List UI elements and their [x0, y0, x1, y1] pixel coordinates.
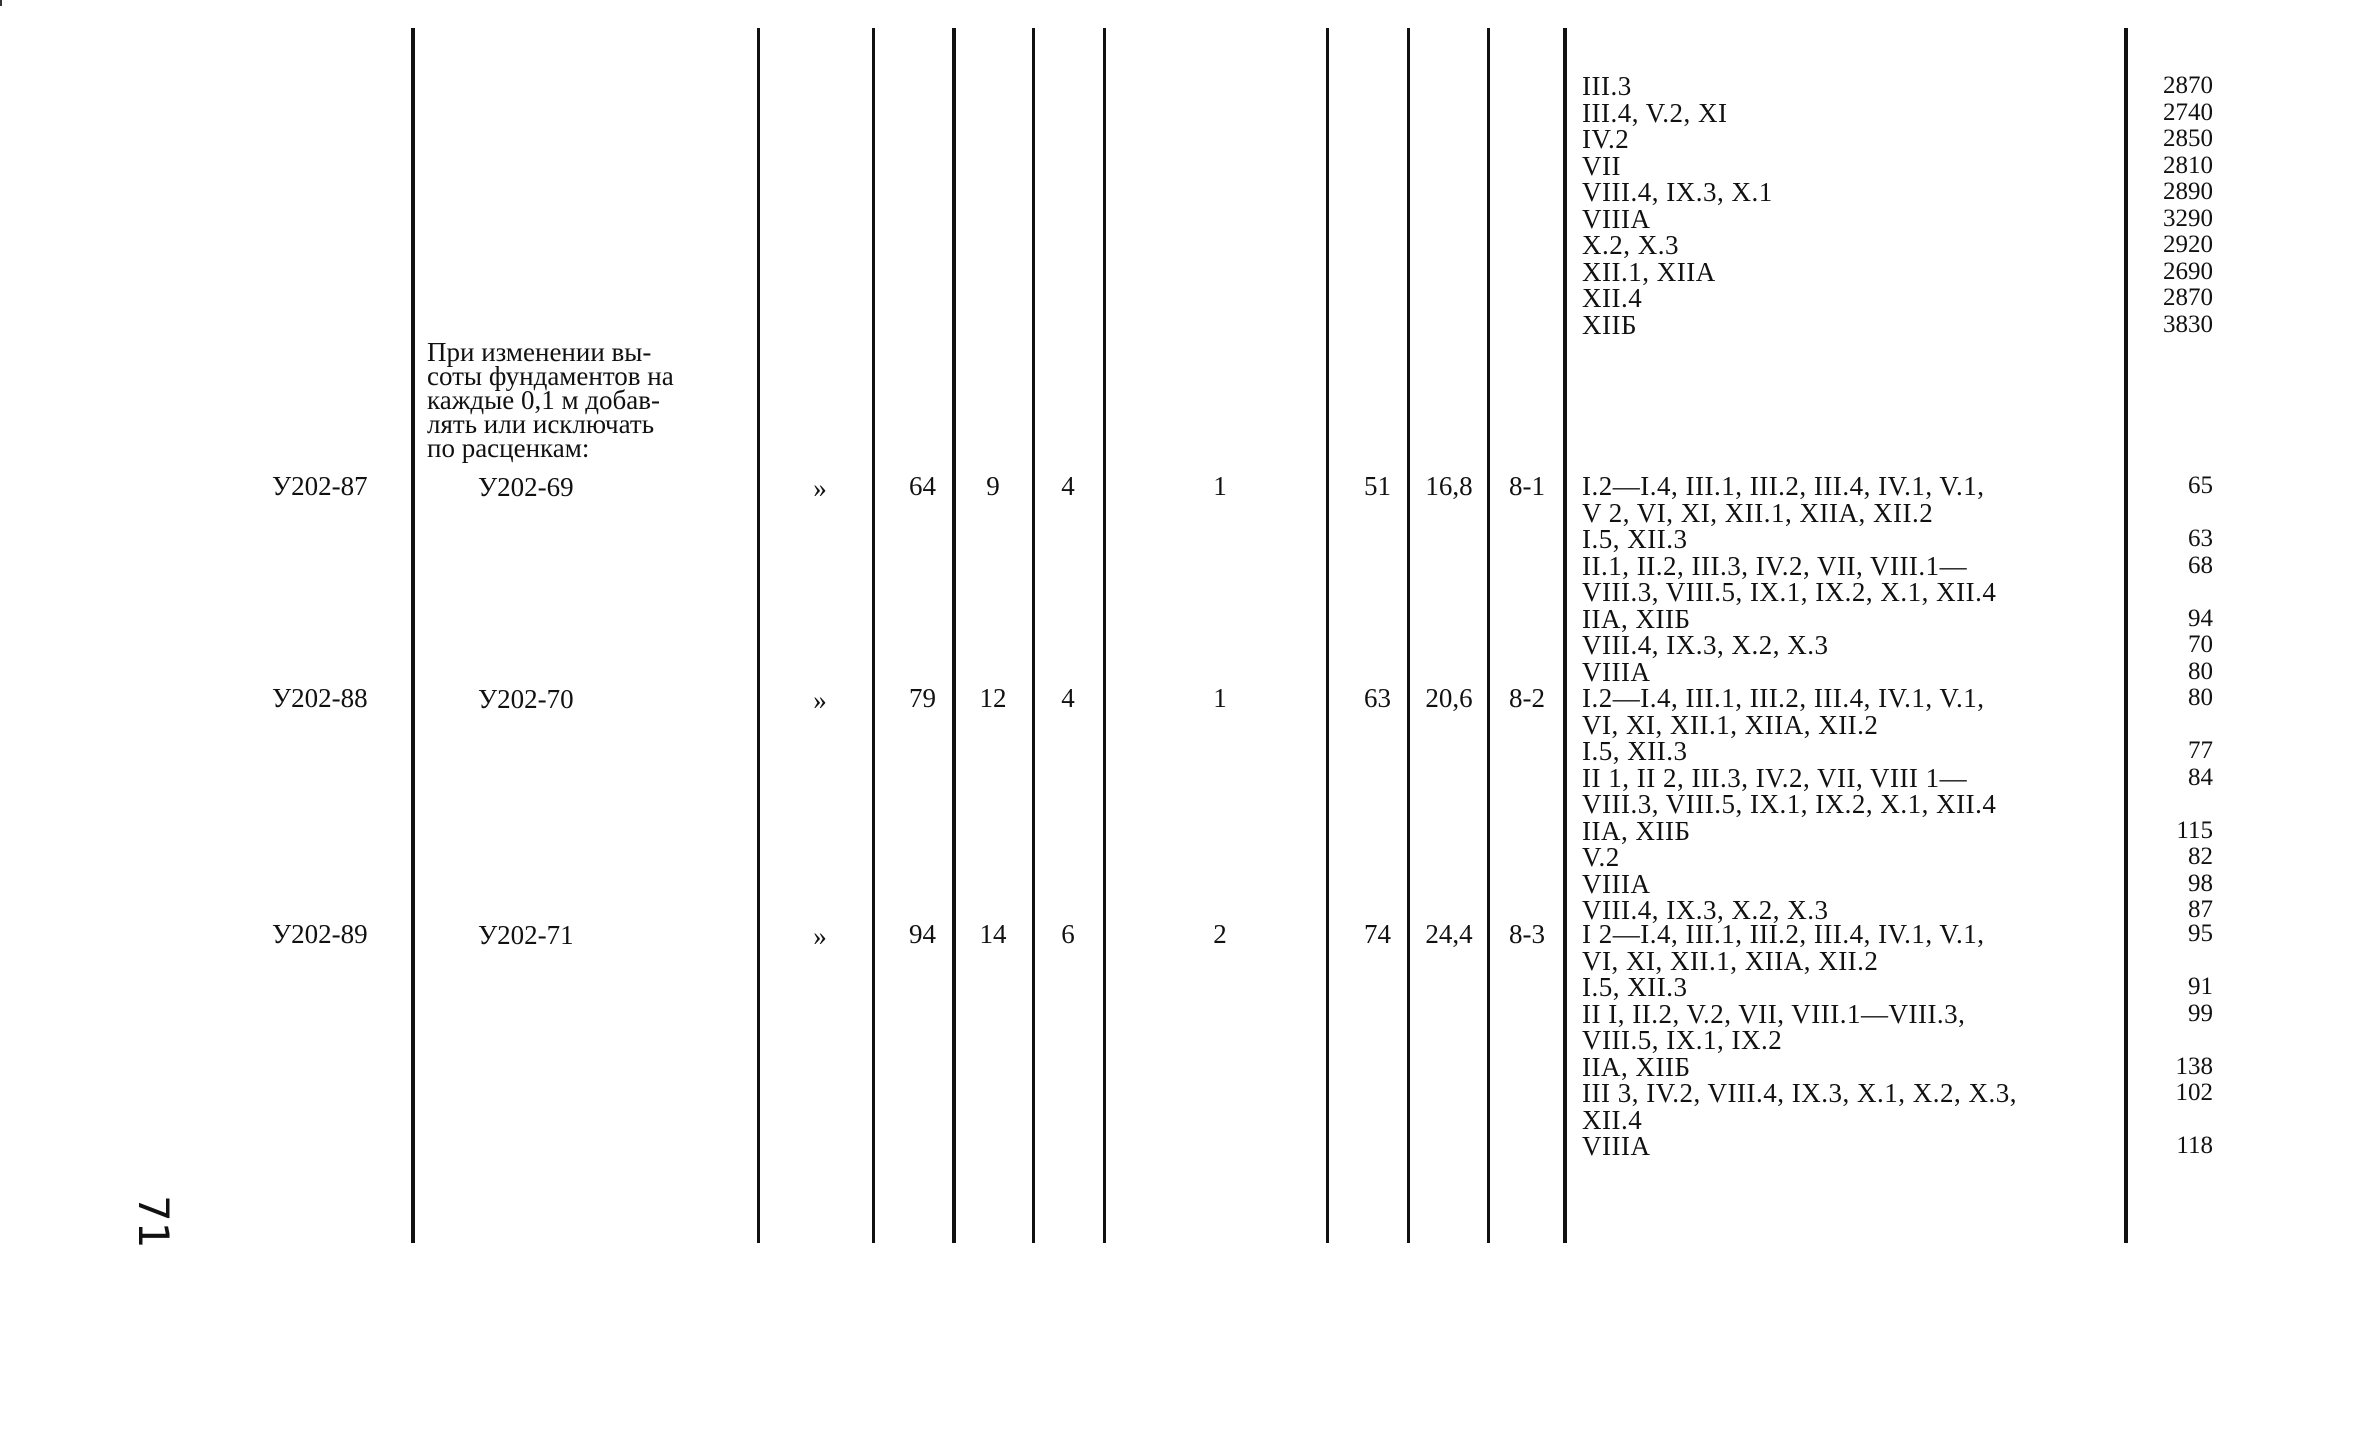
- class-line: VIII.3, VIII.5, IX.1, IX.2, X.1, XII.4: [1582, 789, 1997, 819]
- row-value-list: [2155, 473, 2213, 685]
- class-line: II 1, II 2, III.3, IV.2, VII, VIII 1—: [1582, 762, 1968, 793]
- column-rule: [952, 28, 956, 1243]
- intro-line: лять или исключать: [427, 409, 655, 439]
- top-class-list: [1582, 73, 2112, 338]
- row-c1: 94: [909, 919, 936, 949]
- value-cell: 3830: [2163, 310, 2213, 338]
- row-c5: 74: [1364, 919, 1391, 949]
- row-ref: У202-69: [478, 472, 574, 502]
- row-c7: 8-1: [1509, 471, 1545, 501]
- row-value-list: [2155, 685, 2213, 924]
- class-line: VIIIA: [1582, 203, 1651, 234]
- row-c3: 4: [1061, 471, 1075, 501]
- page-number: 71: [129, 1195, 178, 1249]
- value-cell: 77: [2188, 737, 2213, 764]
- row-c4: 1: [1213, 683, 1227, 713]
- class-line: VIIIA: [1582, 1131, 1651, 1161]
- value-cell: 63: [2188, 525, 2213, 552]
- class-line: IV.2: [1582, 124, 1630, 154]
- row-c6: 24,4: [1425, 919, 1473, 949]
- value-cell: 2810: [2163, 151, 2213, 179]
- row-c3: 4: [1061, 683, 1075, 713]
- class-line: VIII.5, IX.1, IX.2: [1582, 1025, 1783, 1055]
- value-cell: 95: [2188, 920, 2213, 947]
- intro-line: каждые 0,1 м добав-: [427, 385, 660, 415]
- value-cell: 2890: [2163, 178, 2213, 205]
- column-rule: [1407, 28, 1410, 1243]
- class-line: III.4, V.2, XI: [1582, 97, 1728, 128]
- row-unit: »: [813, 473, 827, 503]
- value-cell: 115: [2176, 816, 2213, 844]
- class-line: I.2—I.4, III.1, III.2, III.4, IV.1, V.1,: [1582, 683, 1985, 713]
- column-rule: [1487, 28, 1490, 1243]
- value-cell: [2155, 1027, 2213, 1054]
- class-line: III.3: [1582, 71, 1632, 101]
- value-cell: 91: [2188, 973, 2213, 1000]
- value-cell: 138: [2175, 1052, 2213, 1080]
- row-code: У202-89: [272, 919, 368, 949]
- class-line: X.2, X.3: [1582, 230, 1679, 260]
- value-cell: [2155, 579, 2213, 606]
- value-cell: 70: [2188, 631, 2213, 658]
- value-cell: 2850: [2163, 125, 2213, 152]
- class-line: I.5, XII.3: [1582, 736, 1688, 766]
- column-rule: [1563, 28, 1567, 1243]
- intro-line: по расценкам:: [427, 433, 590, 463]
- row-class-list: [1582, 685, 2112, 924]
- column-rule: [1103, 28, 1106, 1243]
- class-line: VI, XI, XII.1, XIIA, XII.2: [1582, 709, 1879, 740]
- value-cell: 80: [2188, 657, 2213, 685]
- value-cell: 80: [2188, 684, 2213, 711]
- value-cell: 65: [2188, 472, 2213, 499]
- value-cell: [2155, 948, 2213, 975]
- class-line: XII.4: [1582, 1104, 1643, 1135]
- value-cell: 94: [2188, 604, 2213, 632]
- intro-line: При изменении вы-: [427, 337, 652, 367]
- row-ref: У202-71: [478, 920, 574, 950]
- row-c2: 14: [979, 919, 1007, 949]
- value-cell: 2690: [2163, 257, 2213, 285]
- row-c5: 63: [1364, 683, 1391, 713]
- row-ref: У202-70: [478, 684, 574, 714]
- row-c4: 1: [1213, 471, 1227, 501]
- class-line: III 3, IV.2, VIII.4, IX.3, X.1, X.2, X.3,: [1582, 1078, 2017, 1108]
- row-class-list: [1582, 473, 2112, 685]
- corner-mark: [0, 0, 12, 6]
- value-cell: 84: [2188, 763, 2213, 791]
- class-line: VIIIA: [1582, 868, 1651, 899]
- row-code: У202-87: [272, 471, 368, 501]
- column-rule: [1326, 28, 1329, 1243]
- row-c7: 8-3: [1509, 919, 1545, 949]
- class-line: XII.1, XIIA: [1582, 256, 1716, 287]
- class-line: I 2—I.4, III.1, III.2, III.4, IV.1, V.1,: [1582, 919, 1985, 949]
- value-cell: 99: [2188, 999, 2213, 1027]
- class-line: XIIБ: [1582, 309, 1637, 340]
- class-line: VII: [1582, 150, 1621, 181]
- intro-text: [427, 337, 747, 463]
- class-line: I.2—I.4, III.1, III.2, III.4, IV.1, V.1,: [1582, 471, 1985, 501]
- value-cell: [2155, 500, 2213, 527]
- row-unit: »: [813, 685, 827, 715]
- row-c1: 79: [909, 683, 936, 713]
- value-cell: 2870: [2163, 72, 2213, 99]
- value-cell: [2155, 712, 2213, 739]
- class-line: V 2, VI, XI, XII.1, XIIA, XII.2: [1582, 497, 1934, 528]
- class-line: IIA, XIIБ: [1582, 603, 1691, 634]
- row-c3: 6: [1061, 919, 1075, 949]
- value-cell: [2155, 791, 2213, 818]
- value-cell: 3290: [2163, 204, 2213, 232]
- value-cell: [2155, 1107, 2213, 1134]
- row-c2: 9: [986, 471, 1000, 501]
- row-c2: 12: [979, 683, 1007, 713]
- row-c1: 64: [909, 471, 936, 501]
- class-line: I.5, XII.3: [1582, 972, 1688, 1002]
- column-rule: [2124, 28, 2128, 1243]
- class-line: VIII.4, IX.3, X.2, X.3: [1582, 895, 1829, 925]
- class-line: IIA, XIIБ: [1582, 815, 1691, 846]
- top-value-list: [2155, 73, 2213, 338]
- class-line: IIA, XIIБ: [1582, 1051, 1691, 1082]
- row-c6: 20,6: [1425, 683, 1473, 713]
- class-line: II.1, II.2, III.3, IV.2, VII, VIII.1—: [1582, 550, 1968, 581]
- row-c7: 8-2: [1509, 683, 1545, 713]
- class-line: VIIIA: [1582, 656, 1651, 687]
- row-c5: 51: [1364, 471, 1391, 501]
- value-cell: 87: [2188, 896, 2213, 923]
- value-cell: 118: [2176, 1132, 2213, 1159]
- class-line: V.2: [1582, 842, 1620, 872]
- class-line: II I, II.2, V.2, VII, VIII.1—VIII.3,: [1582, 998, 1966, 1029]
- intro-line: соты фундаментов на: [427, 361, 674, 391]
- class-line: VIII.4, IX.3, X.2, X.3: [1582, 630, 1829, 660]
- column-rule: [411, 28, 415, 1243]
- column-rule: [757, 28, 760, 1243]
- row-c4: 2: [1213, 919, 1227, 949]
- value-cell: 2740: [2163, 98, 2213, 126]
- class-line: VIII.3, VIII.5, IX.1, IX.2, X.1, XII.4: [1582, 577, 1997, 607]
- row-value-list: [2155, 921, 2213, 1160]
- row-c6: 16,8: [1425, 471, 1473, 501]
- value-cell: 68: [2188, 551, 2213, 579]
- class-line: XII.4: [1582, 283, 1643, 313]
- row-unit: »: [813, 921, 827, 951]
- row-class-list: [1582, 921, 2112, 1160]
- value-cell: 82: [2188, 843, 2213, 870]
- class-line: VI, XI, XII.1, XIIA, XII.2: [1582, 945, 1879, 976]
- column-rule: [1032, 28, 1035, 1243]
- column-rule: [872, 28, 875, 1243]
- value-cell: 98: [2188, 869, 2213, 897]
- class-line: I.5, XII.3: [1582, 524, 1688, 554]
- value-cell: 2870: [2163, 284, 2213, 311]
- value-cell: 102: [2175, 1079, 2213, 1106]
- class-line: VIII.4, IX.3, X.1: [1582, 177, 1773, 207]
- value-cell: 2920: [2163, 231, 2213, 258]
- row-code: У202-88: [272, 683, 368, 713]
